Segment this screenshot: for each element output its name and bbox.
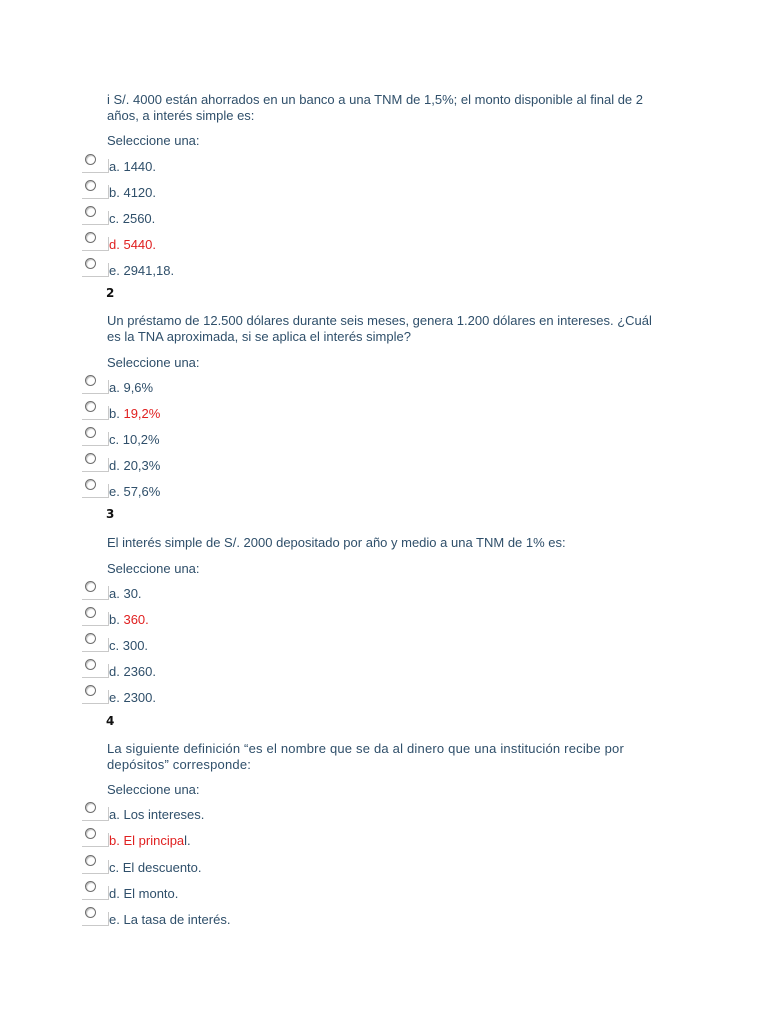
option-text: Los intereses. xyxy=(123,807,205,822)
radio-button[interactable] xyxy=(85,154,96,165)
question-3-option-e[interactable] xyxy=(82,685,282,707)
question-4-select-label: Seleccione una: xyxy=(107,782,200,797)
question-2-option-d[interactable] xyxy=(82,453,282,475)
radio-button[interactable] xyxy=(85,232,96,243)
option-text: 2941,18. xyxy=(123,263,175,278)
question-1-option-c[interactable] xyxy=(82,206,282,228)
question-2-option-c[interactable] xyxy=(82,427,282,449)
radio-button[interactable] xyxy=(85,427,96,438)
question-2-option-e[interactable] xyxy=(82,479,282,501)
question-2-number: 2 xyxy=(106,286,115,300)
question-4-option-a[interactable] xyxy=(82,802,282,824)
question-3-option-c[interactable] xyxy=(82,633,282,655)
option-text: 1440. xyxy=(123,159,157,174)
question-4-text: La siguiente definición “es el nombre que se da al dinero que una institución recibe por depósitos” corresponde: xyxy=(107,741,624,772)
option-letter: e. xyxy=(109,912,124,927)
radio-button[interactable] xyxy=(85,401,96,412)
question-4-option-e[interactable] xyxy=(82,907,282,929)
option-letter: b. xyxy=(109,406,124,421)
question-3-select-label: Seleccione una: xyxy=(107,561,200,576)
option-letter: b. xyxy=(109,612,124,627)
radio-button[interactable] xyxy=(85,855,96,866)
option-text: 10,2% xyxy=(122,432,160,447)
option-text: La tasa de interés. xyxy=(123,912,231,927)
option-text: 2360. xyxy=(123,664,157,679)
question-1-option-b[interactable] xyxy=(82,180,282,202)
radio-button[interactable] xyxy=(85,907,96,918)
option-letter: c. xyxy=(109,432,123,447)
question-1-text: i S/. 4000 están ahorrados en un banco a una TNM de 1,5%; el monto disponible al final de 2 años, a interés simple es: xyxy=(107,92,644,123)
option-letter: e. xyxy=(109,690,124,705)
question-4-option-c[interactable] xyxy=(82,855,282,877)
option-letter: b. xyxy=(109,185,124,200)
question-4-number: 4 xyxy=(106,714,115,728)
question-1-option-d[interactable] xyxy=(82,232,282,254)
option-text: 57,6% xyxy=(123,484,161,499)
question-2-option-a[interactable] xyxy=(82,375,282,397)
question-1-select-label: Seleccione una: xyxy=(107,133,200,148)
option-letter: a. xyxy=(109,807,124,822)
option-text-suffix: l. xyxy=(184,833,191,848)
option-text: El descuento. xyxy=(122,860,202,875)
option-text-highlighted: El principa xyxy=(123,833,185,848)
option-letter: e. xyxy=(109,263,124,278)
radio-button[interactable] xyxy=(85,453,96,464)
question-1-option-e[interactable] xyxy=(82,258,282,280)
option-letter: b. xyxy=(109,833,124,848)
option-text-highlighted: 360. xyxy=(123,612,149,627)
question-3-option-a[interactable] xyxy=(82,581,282,603)
question-4-option-d[interactable] xyxy=(82,881,282,903)
question-2-option-b[interactable] xyxy=(82,401,282,423)
option-text: 4120. xyxy=(123,185,157,200)
radio-button[interactable] xyxy=(85,375,96,386)
option-letter: d. xyxy=(109,237,124,252)
option-text: 20,3% xyxy=(123,458,161,473)
option-text: 2300. xyxy=(123,690,157,705)
radio-button[interactable] xyxy=(85,581,96,592)
option-letter: a. xyxy=(109,586,124,601)
option-letter: a. xyxy=(109,380,124,395)
question-2-select-label: Seleccione una: xyxy=(107,355,200,370)
radio-button[interactable] xyxy=(85,881,96,892)
option-text: 9,6% xyxy=(123,380,154,395)
question-3-number: 3 xyxy=(106,507,115,521)
option-letter: a. xyxy=(109,159,124,174)
question-4-option-b[interactable] xyxy=(82,828,282,850)
option-letter: d. xyxy=(109,664,124,679)
option-text: El monto. xyxy=(123,886,179,901)
radio-button[interactable] xyxy=(85,633,96,644)
radio-button[interactable] xyxy=(85,607,96,618)
option-letter: c. xyxy=(109,860,123,875)
question-1-option-a[interactable] xyxy=(82,154,282,176)
radio-button[interactable] xyxy=(85,659,96,670)
radio-button[interactable] xyxy=(85,258,96,269)
radio-button[interactable] xyxy=(85,802,96,813)
radio-button[interactable] xyxy=(85,180,96,191)
question-3-option-d[interactable] xyxy=(82,659,282,681)
option-text-highlighted: 19,2% xyxy=(123,406,161,421)
question-3-text: El interés simple de S/. 2000 depositado por año y medio a una TNM de 1% es: xyxy=(107,535,566,550)
question-3-option-b[interactable] xyxy=(82,607,282,629)
radio-button[interactable] xyxy=(85,479,96,490)
option-text-highlighted: 5440. xyxy=(123,237,157,252)
option-text: 30. xyxy=(123,586,142,601)
option-letter: e. xyxy=(109,484,124,499)
option-letter: d. xyxy=(109,458,124,473)
option-letter: c. xyxy=(109,638,123,653)
option-text: 2560. xyxy=(122,211,156,226)
option-letter: c. xyxy=(109,211,123,226)
radio-button[interactable] xyxy=(85,206,96,217)
question-2-text: Un préstamo de 12.500 dólares durante seis meses, genera 1.200 dólares en intereses. ¿Cuál es la TNA aproximada, si se aplica el interés simple? xyxy=(107,313,652,344)
option-text: 300. xyxy=(122,638,149,653)
option-letter: d. xyxy=(109,886,124,901)
radio-button[interactable] xyxy=(85,685,96,696)
radio-button[interactable] xyxy=(85,828,96,839)
